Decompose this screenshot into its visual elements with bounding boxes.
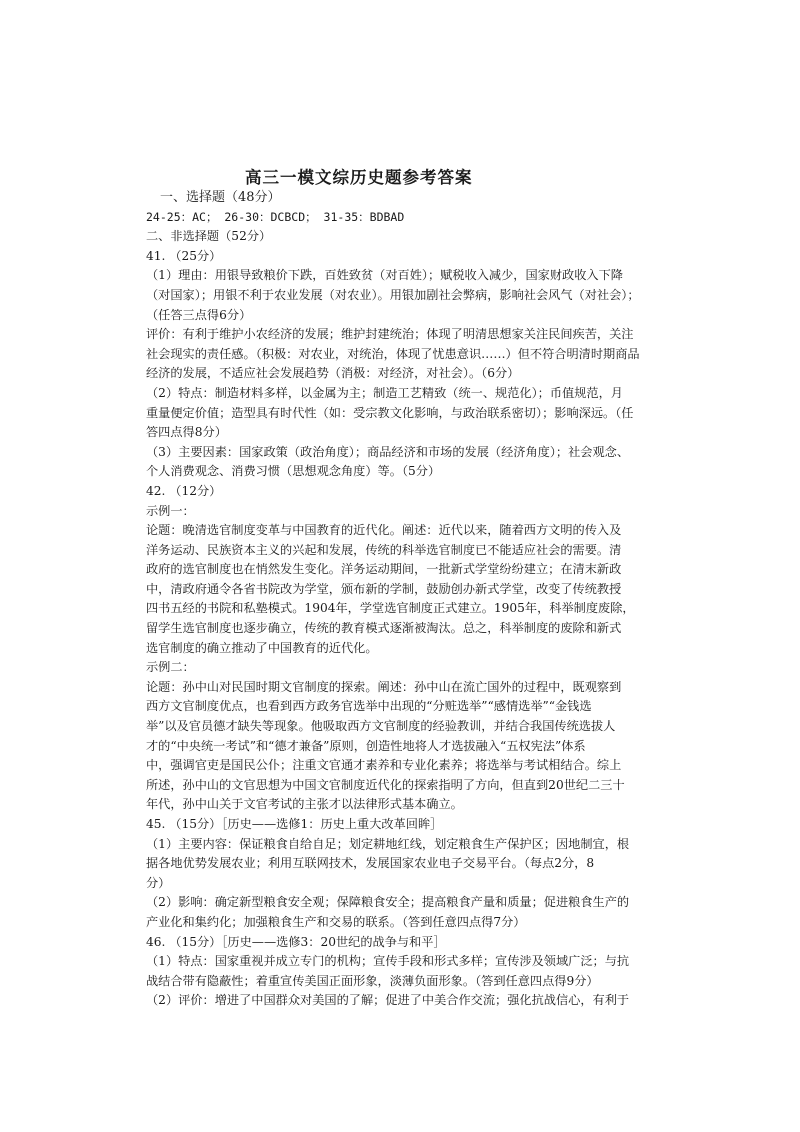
answer-line: （2）评价：增进了中国群众对美国的了解；促进了中美合作交流；强化抗战信心，有利于 <box>146 993 630 1008</box>
answer-line: 个人消费观念、消费习惯（思想观念角度）等。（5分） <box>146 464 441 479</box>
answer-line: 政府的选官制度也在悄然发生变化。洋务运动期间，一批新式学堂纷纷建立；在清末新政 <box>146 562 622 577</box>
answer-line: 重量便定价值；造型具有时代性（如：受宗教文化影响，与政治联系密切）；影响深远。（任 <box>146 405 634 420</box>
answer-line: 论题：孙中山对民国时期文官制度的探索。阐述：孙中山在流亡国外的过程中，既观察到 <box>146 679 622 694</box>
section-heading: 二、非选择题（52分） <box>146 229 272 244</box>
question-heading: 41. （25分） <box>146 248 222 263</box>
answer-line: （任答三点得6分） <box>146 307 252 322</box>
answer-line: 选官制度的确立推动了中国教育的近代化。 <box>146 640 378 655</box>
answer-line: 经济的发展，不适应社会发展趋势（消极：对经济，对社会）。（6分） <box>146 366 520 381</box>
answer-line: 论题：晚清选官制度变革与中国教育的近代化。阐述：近代以来，随着西方文明的传入及 <box>146 523 622 538</box>
answer-line: 才的“中央统一考试”和“德才兼备”原则，创造性地将人才选拔融入“五权宪法”体系 <box>146 738 586 753</box>
question-heading: 46. （15分）［历史——选修3：20世纪的战争与和平］ <box>146 934 446 949</box>
answer-body <box>146 188 666 1011</box>
answer-line: 四书五经的书院和私塾模式。1904年，学堂选官制度正式建立。1905年，科举制度废除， <box>146 601 635 616</box>
document-title: 高三一模文综历史题参考答案 <box>245 168 473 187</box>
answer-line: 评价：有利于维护小农经济的发展；维护封建统治；体现了明清思想家关注民间疾苦，关注 <box>146 327 634 342</box>
answer-line: 中，清政府通令各省书院改为学堂，颁布新的学制，鼓励创办新式学堂，改变了传统教授 <box>146 581 622 596</box>
answer-line: （3）主要因素：国家政策（政治角度）；商品经济和市场的发展（经济角度）；社会观念、 <box>146 444 630 459</box>
answer-line: 中，强调官吏是国民公仆；注重文官通才素养和专业化素养；将选举与考试相结合。综上 <box>146 758 622 773</box>
example-heading: 示例二： <box>146 660 195 675</box>
example-heading: 示例一： <box>146 503 195 518</box>
answer-line: 产业化和集约化；加强粮食生产和交易的联系。（答到任意四点得7分） <box>146 914 526 929</box>
answer-line: （1）主要内容：保证粮食自给自足；划定耕地红线，划定粮食生产保护区；因地制宜，根 <box>146 836 630 851</box>
answer-line: （1）特点：国家重视并成立专门的机构；宣传手段和形式多样；宣传涉及领域广泛；与抗 <box>146 954 630 969</box>
answer-line: 年代，孙中山关于文官考试的主张才以法律形式基本确立。 <box>146 797 463 812</box>
answer-line: 战结合带有隐蔽性；着重宣传美国正面形象，淡薄负面形象。（答到任意四点得9分） <box>146 973 599 988</box>
question-heading: 42. （12分） <box>146 483 222 498</box>
answer-line: 分） <box>146 875 171 890</box>
answer-line: 答四点得8分） <box>146 425 227 440</box>
answer-line: （2）影响：确定新型粮食安全观；保障粮食安全；提高粮食产量和质量；促进粮食生产的 <box>146 895 630 910</box>
answer-line: 西方文官制度优点，也看到西方政务官选举中出现的“分赃选举”“感情选举”“金钱选 <box>146 699 592 714</box>
answer-line: 所述，孙中山的文官思想为中国文官制度近代化的探索指明了方向，但直到20世纪二三十 <box>146 777 625 792</box>
answer-line: 留学生选官制度也逐步确立，传统的教育模式逐渐被淘汰。总之，科举制度的废除和新式 <box>146 621 622 636</box>
answer-line: （2）特点：制造材料多样，以金属为主；制造工艺精致（统一、规范化）；币值规范，月 <box>146 385 623 400</box>
answer-line: 举”以及官员德才缺失等现象。他吸取西方文官制度的经验教训，并结合我国传统选拔人 <box>146 719 616 734</box>
multiple-choice-answers: 24-25：AC； 26-30：DCBCD； 31-35：BDBAD <box>146 209 405 224</box>
answer-line: 洋务运动、民族资本主义的兴起和发展，传统的科举选官制度已不能适应社会的需要。清 <box>146 542 622 557</box>
answer-line: （对国家）；用银不利于农业发展（对农业）。用银加剧社会弊病，影响社会风气（对社会）； <box>146 287 640 302</box>
answer-line: （1）理由：用银导致粮价下跌，百姓致贫（对百姓）；赋税收入减少，国家财政收入下降 <box>146 268 623 283</box>
section-heading: 一、选择题（48分） <box>160 190 281 205</box>
answer-line: 社会现实的责任感。（积极：对农业，对统治，体现了忧患意识……）但不符合明清时期商品 <box>146 346 640 361</box>
question-heading: 45. （15分）［历史——选修1：历史上重大改革回眸］ <box>146 817 443 831</box>
answer-line: 据各地优势发展农业；利用互联网技术，发展国家农业电子交易平台。（每点2分，8 <box>146 856 595 871</box>
